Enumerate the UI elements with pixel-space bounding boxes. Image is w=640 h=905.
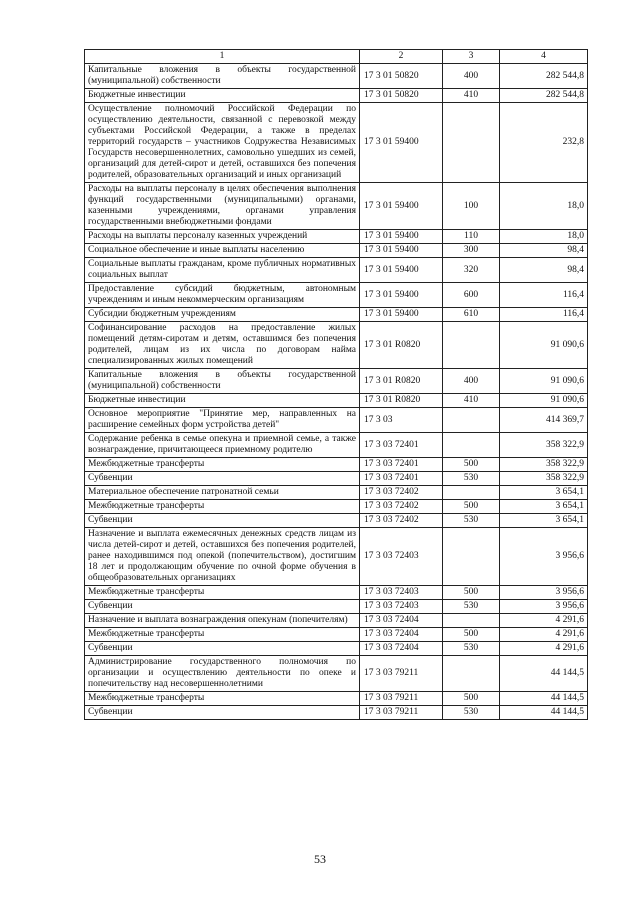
- row-name-cell: Субвенции: [85, 642, 360, 656]
- row-type-cell: [443, 433, 500, 458]
- table-row: [85, 628, 588, 642]
- table-header-row: [85, 50, 588, 64]
- row-type-cell: 300: [443, 244, 500, 258]
- row-type-cell: 400: [443, 64, 500, 89]
- row-type-cell: 530: [443, 642, 500, 656]
- table-row: [85, 322, 588, 369]
- row-amount-cell: 3 956,6: [500, 586, 588, 600]
- row-name-cell: Межбюджетные трансферты: [85, 586, 360, 600]
- row-type-cell: 410: [443, 394, 500, 408]
- row-name-cell: Осуществление полномочий Российской Федерации по осуществлению деятельности, связанной с перевозкой между субъектами Российской Федерации, а также в пределах территорий государств – участников Содружества Независимых Государств несовершеннолетних, самовольно ушедших из семей, организаций для детей-сирот и детей, оставшихся без попечения родителей, образовательных организаций и иных организаций: [85, 103, 360, 183]
- page-number: 53: [314, 852, 326, 866]
- row-code-cell: 17 3 03 72404: [360, 628, 443, 642]
- row-type-cell: 500: [443, 628, 500, 642]
- row-name-cell: Материальное обеспечение патронатной семьи: [85, 486, 360, 500]
- row-code-cell: 17 3 01 59400: [360, 308, 443, 322]
- row-name-cell: Бюджетные инвестиции: [85, 394, 360, 408]
- row-name-cell: Субсидии бюджетным учреждениям: [85, 308, 360, 322]
- row-type-cell: [443, 528, 500, 586]
- row-type-cell: 530: [443, 600, 500, 614]
- row-name-cell: Капитальные вложения в объекты государственной (муниципальной) собственности: [85, 369, 360, 394]
- table-row: [85, 433, 588, 458]
- row-name-cell: Предоставление субсидий бюджетным, автономным учреждениям и иным некоммерческим организациям: [85, 283, 360, 308]
- row-name-cell: Расходы на выплаты персоналу казенных учреждений: [85, 230, 360, 244]
- table-row: [85, 89, 588, 103]
- row-amount-cell: 414 369,7: [500, 408, 588, 433]
- row-name-cell: Межбюджетные трансферты: [85, 500, 360, 514]
- row-amount-cell: 18,0: [500, 183, 588, 230]
- row-type-cell: 320: [443, 258, 500, 283]
- header-col-1: 1: [85, 50, 360, 64]
- table-row: [85, 614, 588, 628]
- row-code-cell: 17 3 03 72403: [360, 600, 443, 614]
- row-name-cell: Назначение и выплата вознаграждения опекунам (попечителям): [85, 614, 360, 628]
- row-amount-cell: 358 322,9: [500, 433, 588, 458]
- row-name-cell: Содержание ребенка в семье опекуна и приемной семье, а также вознаграждение, причитающееся приемному родителю: [85, 433, 360, 458]
- row-amount-cell: 358 322,9: [500, 458, 588, 472]
- row-amount-cell: 91 090,6: [500, 369, 588, 394]
- row-type-cell: [443, 486, 500, 500]
- row-name-cell: Субвенции: [85, 514, 360, 528]
- row-amount-cell: 282 544,8: [500, 89, 588, 103]
- row-code-cell: 17 3 03 72404: [360, 614, 443, 628]
- row-type-cell: 500: [443, 500, 500, 514]
- table-row: [85, 706, 588, 720]
- row-code-cell: 17 3 03 72404: [360, 642, 443, 656]
- table-row: [85, 230, 588, 244]
- table-body: [85, 64, 588, 720]
- row-code-cell: 17 3 03 72402: [360, 500, 443, 514]
- row-code-cell: 17 3 01 59400: [360, 244, 443, 258]
- row-code-cell: 17 3 03 79211: [360, 692, 443, 706]
- row-code-cell: 17 3 03: [360, 408, 443, 433]
- table-row: [85, 244, 588, 258]
- row-name-cell: Межбюджетные трансферты: [85, 458, 360, 472]
- row-name-cell: Софинансирование расходов на предоставление жилых помещений детям-сиротам и детям, оставшимся без попечения родителей, лицам из их числа по договорам найма специализированных жилых помещений: [85, 322, 360, 369]
- row-code-cell: 17 3 03 72403: [360, 528, 443, 586]
- row-amount-cell: 232,8: [500, 103, 588, 183]
- row-amount-cell: 98,4: [500, 258, 588, 283]
- row-amount-cell: 44 144,5: [500, 692, 588, 706]
- row-code-cell: 17 3 03 72402: [360, 514, 443, 528]
- row-name-cell: Социальные выплаты гражданам, кроме публичных нормативных социальных выплат: [85, 258, 360, 283]
- row-code-cell: 17 3 01 R0820: [360, 322, 443, 369]
- row-amount-cell: 3 654,1: [500, 486, 588, 500]
- row-amount-cell: 3 956,6: [500, 600, 588, 614]
- table-row: [85, 642, 588, 656]
- row-type-cell: [443, 614, 500, 628]
- table-row: [85, 514, 588, 528]
- row-code-cell: 17 3 03 72401: [360, 472, 443, 486]
- row-amount-cell: 3 956,6: [500, 528, 588, 586]
- table-row: [85, 472, 588, 486]
- row-name-cell: Назначение и выплата ежемесячных денежных средств лицам из числа детей-сирот и детей, оставшихся без попечения родителей, ранее находившимся под опекой (попечительством), достигшим 18 лет и продолжающим обучение по очной форме обучения в общеобразовательных организациях: [85, 528, 360, 586]
- table-row: [85, 103, 588, 183]
- row-amount-cell: 116,4: [500, 283, 588, 308]
- row-code-cell: 17 3 03 72401: [360, 433, 443, 458]
- row-code-cell: 17 3 01 50820: [360, 64, 443, 89]
- row-amount-cell: 3 654,1: [500, 500, 588, 514]
- table-row: [85, 183, 588, 230]
- row-type-cell: 610: [443, 308, 500, 322]
- row-type-cell: 400: [443, 369, 500, 394]
- row-name-cell: Бюджетные инвестиции: [85, 89, 360, 103]
- row-amount-cell: 4 291,6: [500, 642, 588, 656]
- row-type-cell: [443, 103, 500, 183]
- row-type-cell: [443, 408, 500, 433]
- header-col-3: 3: [443, 50, 500, 64]
- row-name-cell: Субвенции: [85, 600, 360, 614]
- row-type-cell: 600: [443, 283, 500, 308]
- table-row: [85, 656, 588, 692]
- row-name-cell: Администрирование государственного полномочия по организации и осуществлению деятельности по опеке и попечительству над несовершеннолетними: [85, 656, 360, 692]
- table-row: [85, 692, 588, 706]
- row-amount-cell: 116,4: [500, 308, 588, 322]
- row-name-cell: Межбюджетные трансферты: [85, 628, 360, 642]
- row-name-cell: Субвенции: [85, 472, 360, 486]
- table-row: [85, 258, 588, 283]
- row-amount-cell: 282 544,8: [500, 64, 588, 89]
- row-type-cell: 500: [443, 692, 500, 706]
- table-row: [85, 408, 588, 433]
- row-type-cell: 500: [443, 586, 500, 600]
- table-row: [85, 500, 588, 514]
- table-row: [85, 458, 588, 472]
- row-code-cell: 17 3 01 50820: [360, 89, 443, 103]
- table-row: [85, 64, 588, 89]
- row-code-cell: 17 3 03 72401: [360, 458, 443, 472]
- row-amount-cell: 91 090,6: [500, 394, 588, 408]
- row-code-cell: 17 3 01 R0820: [360, 369, 443, 394]
- row-code-cell: 17 3 03 72403: [360, 586, 443, 600]
- row-code-cell: 17 3 03 72402: [360, 486, 443, 500]
- row-type-cell: 530: [443, 472, 500, 486]
- table-row: [85, 394, 588, 408]
- row-name-cell: Капитальные вложения в объекты государственной (муниципальной) собственности: [85, 64, 360, 89]
- table-row: [85, 486, 588, 500]
- row-type-cell: 530: [443, 706, 500, 720]
- row-name-cell: Социальное обеспечение и иные выплаты населению: [85, 244, 360, 258]
- row-type-cell: 530: [443, 514, 500, 528]
- header-col-4: 4: [500, 50, 588, 64]
- row-code-cell: 17 3 01 59400: [360, 230, 443, 244]
- row-amount-cell: 18,0: [500, 230, 588, 244]
- row-code-cell: 17 3 01 R0820: [360, 394, 443, 408]
- row-type-cell: 410: [443, 89, 500, 103]
- row-amount-cell: 358 322,9: [500, 472, 588, 486]
- header-col-2: 2: [360, 50, 443, 64]
- row-code-cell: 17 3 03 79211: [360, 656, 443, 692]
- row-code-cell: 17 3 03 79211: [360, 706, 443, 720]
- table-row: [85, 308, 588, 322]
- table-row: [85, 369, 588, 394]
- row-code-cell: 17 3 01 59400: [360, 258, 443, 283]
- row-type-cell: 110: [443, 230, 500, 244]
- row-name-cell: Основное мероприятие "Принятие мер, направленных на расширение семейных форм устройства детей": [85, 408, 360, 433]
- row-name-cell: Межбюджетные трансферты: [85, 692, 360, 706]
- row-name-cell: Расходы на выплаты персоналу в целях обеспечения выполнения функций государственными (муниципальными) органами, казенными учреждениями, органами управления государственными внебюджетными фондами: [85, 183, 360, 230]
- row-amount-cell: 4 291,6: [500, 614, 588, 628]
- budget-table: [84, 49, 588, 720]
- row-type-cell: 500: [443, 458, 500, 472]
- row-type-cell: 100: [443, 183, 500, 230]
- table-row: [85, 283, 588, 308]
- row-code-cell: 17 3 01 59400: [360, 283, 443, 308]
- row-code-cell: 17 3 01 59400: [360, 103, 443, 183]
- row-amount-cell: 98,4: [500, 244, 588, 258]
- row-code-cell: 17 3 01 59400: [360, 183, 443, 230]
- row-type-cell: [443, 656, 500, 692]
- table-row: [85, 528, 588, 586]
- row-amount-cell: 3 654,1: [500, 514, 588, 528]
- row-amount-cell: 44 144,5: [500, 656, 588, 692]
- row-name-cell: Субвенции: [85, 706, 360, 720]
- row-type-cell: [443, 322, 500, 369]
- row-amount-cell: 91 090,6: [500, 322, 588, 369]
- table-row: [85, 586, 588, 600]
- row-amount-cell: 44 144,5: [500, 706, 588, 720]
- row-amount-cell: 4 291,6: [500, 628, 588, 642]
- table-row: [85, 600, 588, 614]
